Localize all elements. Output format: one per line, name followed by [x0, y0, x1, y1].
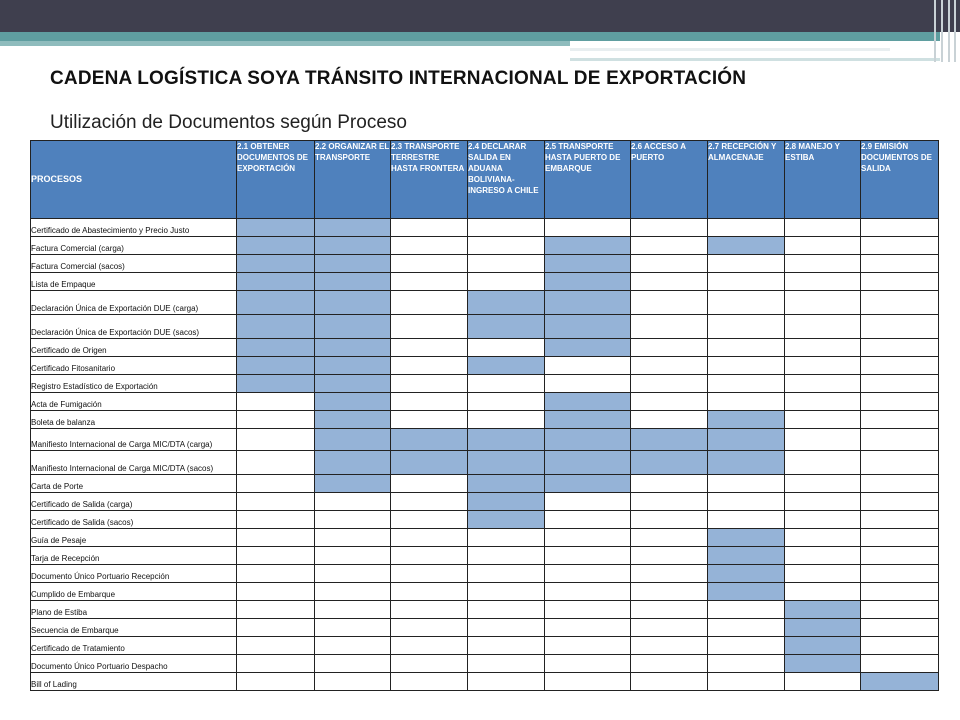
- usage-cell-empty: [391, 529, 468, 547]
- usage-cell-empty: [391, 291, 468, 315]
- usage-cell-empty: [391, 219, 468, 237]
- usage-cell-empty: [785, 375, 861, 393]
- usage-cell-empty: [237, 493, 315, 511]
- usage-cell-filled: [785, 601, 861, 619]
- usage-cell-filled: [708, 429, 785, 451]
- usage-cell-filled: [545, 291, 631, 315]
- usage-cell-filled: [237, 237, 315, 255]
- table-row: [31, 601, 939, 619]
- usage-cell-empty: [545, 547, 631, 565]
- usage-cell-empty: [545, 219, 631, 237]
- usage-cell-filled: [237, 291, 315, 315]
- usage-cell-empty: [631, 493, 708, 511]
- usage-cell-empty: [468, 601, 545, 619]
- table-row: [31, 237, 939, 255]
- usage-cell-empty: [861, 429, 939, 451]
- usage-cell-filled: [708, 529, 785, 547]
- document-label: Secuencia de Embarque: [31, 619, 237, 637]
- usage-cell-filled: [785, 655, 861, 673]
- usage-cell-filled: [315, 237, 391, 255]
- usage-cell-empty: [468, 583, 545, 601]
- document-label: Plano de Estiba: [31, 601, 237, 619]
- column-header-process: 2.7 RECEPCIÓN Y ALMACENAJE: [708, 141, 785, 219]
- usage-cell-empty: [631, 393, 708, 411]
- usage-cell-filled: [468, 291, 545, 315]
- usage-cell-empty: [237, 475, 315, 493]
- usage-cell-empty: [708, 393, 785, 411]
- usage-cell-empty: [391, 357, 468, 375]
- usage-cell-filled: [315, 273, 391, 291]
- usage-cell-filled: [237, 315, 315, 339]
- usage-cell-filled: [237, 339, 315, 357]
- usage-cell-empty: [631, 583, 708, 601]
- usage-cell-empty: [785, 291, 861, 315]
- usage-cell-filled: [315, 255, 391, 273]
- usage-cell-empty: [785, 547, 861, 565]
- usage-cell-empty: [391, 315, 468, 339]
- usage-cell-empty: [708, 673, 785, 691]
- usage-cell-filled: [861, 673, 939, 691]
- usage-cell-empty: [631, 357, 708, 375]
- usage-cell-empty: [861, 219, 939, 237]
- usage-cell-empty: [861, 375, 939, 393]
- document-label: Certificado de Abastecimiento y Precio Justo: [31, 219, 237, 237]
- usage-cell-filled: [545, 411, 631, 429]
- usage-cell-filled: [315, 411, 391, 429]
- usage-cell-empty: [237, 393, 315, 411]
- document-label: Documento Único Portuario Despacho: [31, 655, 237, 673]
- usage-cell-filled: [315, 451, 391, 475]
- usage-cell-empty: [861, 655, 939, 673]
- usage-cell-empty: [708, 619, 785, 637]
- usage-cell-filled: [708, 583, 785, 601]
- usage-cell-empty: [708, 493, 785, 511]
- usage-cell-filled: [545, 475, 631, 493]
- usage-cell-empty: [468, 237, 545, 255]
- usage-cell-filled: [545, 451, 631, 475]
- usage-cell-filled: [315, 375, 391, 393]
- usage-cell-filled: [315, 475, 391, 493]
- usage-cell-empty: [861, 273, 939, 291]
- usage-cell-empty: [785, 451, 861, 475]
- usage-cell-empty: [468, 339, 545, 357]
- usage-cell-empty: [237, 511, 315, 529]
- usage-cell-empty: [545, 357, 631, 375]
- usage-cell-empty: [237, 451, 315, 475]
- usage-cell-empty: [237, 529, 315, 547]
- usage-cell-filled: [708, 451, 785, 475]
- usage-cell-empty: [785, 673, 861, 691]
- usage-cell-empty: [785, 237, 861, 255]
- usage-cell-filled: [785, 637, 861, 655]
- usage-cell-empty: [861, 637, 939, 655]
- document-label: Documento Único Portuario Recepción: [31, 565, 237, 583]
- usage-cell-empty: [391, 273, 468, 291]
- usage-cell-empty: [468, 219, 545, 237]
- usage-cell-empty: [785, 339, 861, 357]
- usage-cell-filled: [391, 429, 468, 451]
- usage-cell-filled: [631, 451, 708, 475]
- usage-cell-empty: [708, 475, 785, 493]
- table-row: [31, 411, 939, 429]
- usage-cell-empty: [708, 357, 785, 375]
- usage-cell-empty: [545, 673, 631, 691]
- usage-cell-empty: [861, 291, 939, 315]
- document-label: Boleta de balanza: [31, 411, 237, 429]
- usage-cell-empty: [785, 393, 861, 411]
- document-label: Registro Estadístico de Exportación: [31, 375, 237, 393]
- usage-cell-filled: [468, 429, 545, 451]
- usage-cell-empty: [861, 237, 939, 255]
- usage-cell-empty: [545, 655, 631, 673]
- usage-cell-empty: [545, 619, 631, 637]
- usage-cell-empty: [391, 255, 468, 273]
- usage-cell-empty: [468, 565, 545, 583]
- document-label: Certificado de Origen: [31, 339, 237, 357]
- usage-cell-empty: [391, 511, 468, 529]
- usage-cell-filled: [237, 219, 315, 237]
- usage-cell-filled: [468, 475, 545, 493]
- usage-cell-empty: [237, 673, 315, 691]
- usage-cell-empty: [315, 565, 391, 583]
- document-process-matrix: [30, 140, 939, 691]
- usage-cell-filled: [391, 451, 468, 475]
- usage-cell-empty: [315, 511, 391, 529]
- usage-cell-empty: [861, 619, 939, 637]
- usage-cell-empty: [631, 475, 708, 493]
- usage-cell-empty: [545, 493, 631, 511]
- usage-cell-filled: [545, 255, 631, 273]
- usage-cell-empty: [631, 547, 708, 565]
- usage-cell-empty: [468, 547, 545, 565]
- usage-cell-filled: [545, 429, 631, 451]
- document-label: Carta de Porte: [31, 475, 237, 493]
- usage-cell-empty: [785, 273, 861, 291]
- usage-cell-empty: [391, 583, 468, 601]
- document-label: Tarja de Recepción: [31, 547, 237, 565]
- usage-cell-empty: [545, 637, 631, 655]
- usage-cell-empty: [391, 673, 468, 691]
- usage-cell-empty: [785, 315, 861, 339]
- usage-cell-empty: [391, 411, 468, 429]
- usage-cell-empty: [708, 291, 785, 315]
- usage-cell-empty: [631, 511, 708, 529]
- usage-cell-empty: [468, 655, 545, 673]
- usage-cell-empty: [861, 529, 939, 547]
- usage-cell-empty: [708, 601, 785, 619]
- document-label: Cumplido de Embarque: [31, 583, 237, 601]
- table-row: [31, 511, 939, 529]
- document-label: Certificado Fitosanitario: [31, 357, 237, 375]
- usage-cell-filled: [708, 547, 785, 565]
- usage-cell-empty: [631, 637, 708, 655]
- column-header-process: 2.1 OBTENER DOCUMENTOS DE EXPORTACIÓN: [237, 141, 315, 219]
- usage-cell-filled: [545, 393, 631, 411]
- usage-cell-filled: [468, 511, 545, 529]
- usage-cell-empty: [468, 411, 545, 429]
- document-label: Factura Comercial (carga): [31, 237, 237, 255]
- usage-cell-empty: [861, 565, 939, 583]
- column-header-process: 2.3 TRANSPORTE TERRESTRE HASTA FRONTERA: [391, 141, 468, 219]
- document-label: Certificado de Salida (carga): [31, 493, 237, 511]
- usage-cell-empty: [631, 219, 708, 237]
- corner-header: PROCESOS: [31, 141, 237, 219]
- usage-cell-empty: [708, 339, 785, 357]
- usage-cell-empty: [631, 601, 708, 619]
- usage-cell-empty: [785, 565, 861, 583]
- table-row: [31, 547, 939, 565]
- usage-cell-empty: [631, 315, 708, 339]
- document-label: Certificado de Salida (sacos): [31, 511, 237, 529]
- usage-cell-filled: [545, 237, 631, 255]
- usage-cell-empty: [861, 393, 939, 411]
- usage-cell-filled: [468, 451, 545, 475]
- column-header-process: 2.2 ORGANIZAR EL TRANSPORTE: [315, 141, 391, 219]
- usage-cell-empty: [391, 655, 468, 673]
- document-label: Lista de Empaque: [31, 273, 237, 291]
- usage-cell-filled: [315, 339, 391, 357]
- usage-cell-empty: [545, 583, 631, 601]
- usage-cell-empty: [237, 655, 315, 673]
- slide-accent-band-light: [0, 41, 570, 46]
- usage-cell-empty: [468, 273, 545, 291]
- usage-cell-empty: [708, 375, 785, 393]
- usage-cell-empty: [468, 255, 545, 273]
- table-row: [31, 357, 939, 375]
- usage-cell-empty: [861, 339, 939, 357]
- usage-cell-filled: [708, 565, 785, 583]
- table-row: [31, 219, 939, 237]
- usage-cell-empty: [631, 655, 708, 673]
- table-row: [31, 529, 939, 547]
- usage-cell-empty: [391, 393, 468, 411]
- usage-cell-empty: [861, 475, 939, 493]
- usage-cell-empty: [708, 219, 785, 237]
- usage-cell-empty: [861, 583, 939, 601]
- usage-cell-empty: [237, 411, 315, 429]
- usage-cell-filled: [468, 357, 545, 375]
- usage-cell-empty: [708, 315, 785, 339]
- usage-cell-filled: [237, 255, 315, 273]
- column-header-process: 2.8 MANEJO Y ESTIBA: [785, 141, 861, 219]
- usage-cell-empty: [785, 493, 861, 511]
- usage-cell-empty: [391, 547, 468, 565]
- usage-cell-empty: [468, 673, 545, 691]
- usage-cell-empty: [785, 411, 861, 429]
- table-row: [31, 429, 939, 451]
- usage-cell-empty: [708, 255, 785, 273]
- table-row: [31, 393, 939, 411]
- usage-cell-empty: [468, 529, 545, 547]
- usage-cell-empty: [861, 511, 939, 529]
- usage-cell-empty: [785, 219, 861, 237]
- usage-cell-empty: [785, 357, 861, 375]
- usage-cell-empty: [315, 583, 391, 601]
- usage-cell-empty: [861, 493, 939, 511]
- usage-cell-filled: [315, 219, 391, 237]
- usage-cell-empty: [315, 529, 391, 547]
- slide-accent-line: [570, 48, 890, 51]
- usage-cell-empty: [785, 475, 861, 493]
- usage-cell-empty: [631, 255, 708, 273]
- usage-cell-empty: [391, 237, 468, 255]
- usage-cell-empty: [545, 529, 631, 547]
- usage-cell-filled: [315, 315, 391, 339]
- document-label: Manifiesto Internacional de Carga MIC/DTA (sacos): [31, 451, 237, 475]
- usage-cell-empty: [237, 637, 315, 655]
- usage-cell-empty: [237, 601, 315, 619]
- usage-cell-empty: [545, 601, 631, 619]
- usage-cell-empty: [315, 637, 391, 655]
- table-row: [31, 451, 939, 475]
- usage-cell-empty: [708, 273, 785, 291]
- usage-cell-empty: [631, 565, 708, 583]
- usage-cell-empty: [631, 411, 708, 429]
- usage-cell-empty: [237, 583, 315, 601]
- document-label: Guía de Pesaje: [31, 529, 237, 547]
- usage-cell-empty: [237, 619, 315, 637]
- usage-cell-empty: [631, 291, 708, 315]
- usage-cell-empty: [315, 493, 391, 511]
- usage-cell-filled: [785, 619, 861, 637]
- usage-cell-filled: [708, 237, 785, 255]
- usage-cell-empty: [237, 565, 315, 583]
- slide-accent-band: [0, 32, 940, 41]
- usage-cell-empty: [785, 429, 861, 451]
- slide-accent-line-lower: [570, 58, 940, 61]
- usage-cell-empty: [861, 547, 939, 565]
- slide-decor-lines: [930, 0, 960, 70]
- document-label: Bill of Lading: [31, 673, 237, 691]
- document-label: Declaración Única de Exportación DUE (sacos): [31, 315, 237, 339]
- column-header-process: 2.4 DECLARAR SALIDA EN ADUANA BOLIVIANA- INGRESO A CHILE: [468, 141, 545, 219]
- usage-cell-filled: [237, 375, 315, 393]
- table-row: [31, 565, 939, 583]
- table-row: [31, 637, 939, 655]
- table-row: [31, 291, 939, 315]
- usage-cell-empty: [315, 547, 391, 565]
- usage-cell-empty: [468, 637, 545, 655]
- usage-cell-empty: [391, 493, 468, 511]
- column-header-process: 2.5 TRANSPORTE HASTA PUERTO DE EMBARQUE: [545, 141, 631, 219]
- usage-cell-filled: [708, 411, 785, 429]
- table-row: [31, 475, 939, 493]
- usage-cell-empty: [631, 375, 708, 393]
- table-row: [31, 655, 939, 673]
- slide-top-bar: [0, 0, 960, 32]
- usage-cell-empty: [631, 673, 708, 691]
- usage-cell-empty: [861, 411, 939, 429]
- usage-cell-empty: [391, 375, 468, 393]
- usage-cell-empty: [708, 511, 785, 529]
- usage-cell-filled: [468, 315, 545, 339]
- usage-cell-empty: [631, 529, 708, 547]
- column-header-process: 2.9 EMISIÓN DOCUMENTOS DE SALIDA: [861, 141, 939, 219]
- usage-cell-empty: [861, 255, 939, 273]
- table-row: [31, 255, 939, 273]
- usage-cell-empty: [315, 673, 391, 691]
- usage-cell-empty: [391, 339, 468, 357]
- usage-cell-empty: [631, 237, 708, 255]
- table-row: [31, 583, 939, 601]
- document-label: Manifiesto Internacional de Carga MIC/DTA (carga): [31, 429, 237, 451]
- usage-cell-empty: [861, 315, 939, 339]
- table-row: [31, 619, 939, 637]
- table-row: [31, 673, 939, 691]
- usage-cell-empty: [545, 511, 631, 529]
- document-label: Factura Comercial (sacos): [31, 255, 237, 273]
- usage-cell-empty: [468, 375, 545, 393]
- table-row: [31, 375, 939, 393]
- usage-cell-empty: [391, 619, 468, 637]
- usage-cell-empty: [545, 375, 631, 393]
- usage-cell-empty: [468, 393, 545, 411]
- usage-cell-empty: [315, 655, 391, 673]
- usage-cell-empty: [391, 565, 468, 583]
- usage-cell-filled: [545, 273, 631, 291]
- usage-cell-filled: [315, 357, 391, 375]
- slide-subtitle: Utilización de Documentos según Proceso: [50, 112, 407, 133]
- usage-cell-empty: [315, 619, 391, 637]
- usage-cell-filled: [237, 357, 315, 375]
- slide-title: CADENA LOGÍSTICA SOYA TRÁNSITO INTERNACIONAL DE EXPORTACIÓN: [50, 68, 747, 89]
- usage-cell-empty: [237, 547, 315, 565]
- usage-cell-empty: [631, 619, 708, 637]
- table-row: [31, 315, 939, 339]
- usage-cell-empty: [785, 583, 861, 601]
- usage-cell-empty: [708, 637, 785, 655]
- usage-cell-empty: [785, 255, 861, 273]
- usage-cell-empty: [861, 601, 939, 619]
- usage-cell-empty: [391, 475, 468, 493]
- usage-cell-empty: [785, 529, 861, 547]
- table-row: [31, 339, 939, 357]
- table-row: [31, 273, 939, 291]
- usage-cell-filled: [468, 493, 545, 511]
- usage-cell-empty: [785, 511, 861, 529]
- usage-cell-filled: [315, 429, 391, 451]
- usage-cell-filled: [315, 393, 391, 411]
- usage-cell-empty: [631, 273, 708, 291]
- document-label: Declaración Única de Exportación DUE (carga): [31, 291, 237, 315]
- usage-cell-empty: [861, 451, 939, 475]
- usage-cell-empty: [237, 429, 315, 451]
- usage-cell-empty: [391, 637, 468, 655]
- usage-cell-empty: [391, 601, 468, 619]
- usage-cell-empty: [631, 339, 708, 357]
- document-label: Acta de Fumigación: [31, 393, 237, 411]
- header-row: [31, 141, 939, 219]
- usage-cell-filled: [545, 339, 631, 357]
- usage-cell-filled: [545, 315, 631, 339]
- usage-cell-empty: [861, 357, 939, 375]
- table-row: [31, 493, 939, 511]
- document-label: Certificado de Tratamiento: [31, 637, 237, 655]
- usage-cell-empty: [545, 565, 631, 583]
- usage-cell-empty: [315, 601, 391, 619]
- usage-cell-empty: [708, 655, 785, 673]
- usage-cell-filled: [237, 273, 315, 291]
- usage-cell-filled: [315, 291, 391, 315]
- usage-cell-empty: [468, 619, 545, 637]
- column-header-process: 2.6 ACCESO A PUERTO: [631, 141, 708, 219]
- usage-cell-filled: [631, 429, 708, 451]
